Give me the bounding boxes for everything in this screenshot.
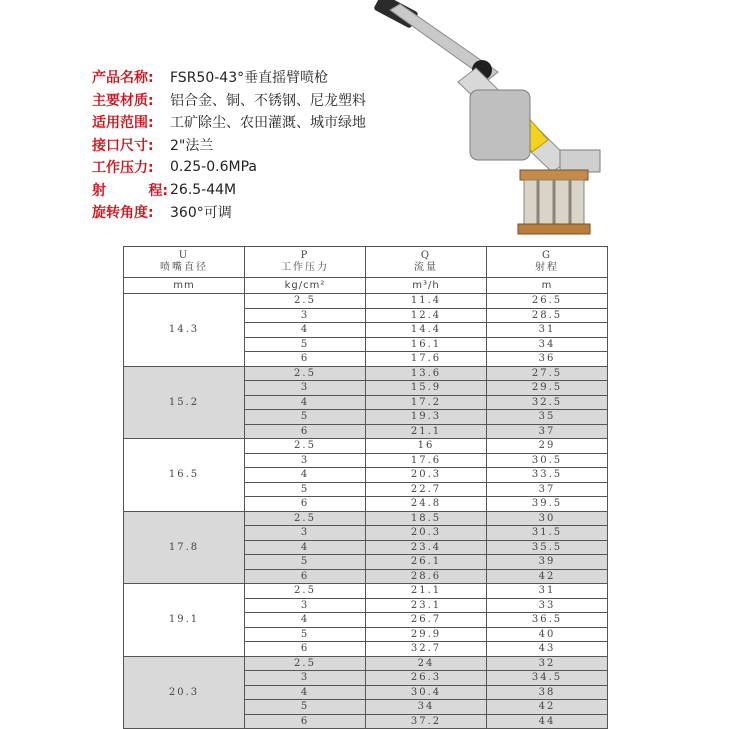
nozzle-diameter-cell: 15.2 <box>124 366 245 439</box>
table-cell: 20.3 <box>366 468 487 483</box>
table-cell: 17.6 <box>366 352 487 367</box>
table-cell: 29.9 <box>366 627 487 642</box>
spec-value: 360°可调 <box>170 205 232 222</box>
table-cell: 16.1 <box>366 337 487 352</box>
table-cell: 28.5 <box>487 308 608 323</box>
table-cell: 5 <box>245 337 366 352</box>
table-cell: 19.3 <box>366 410 487 425</box>
table-cell: 15.9 <box>366 381 487 396</box>
spec-list <box>92 66 366 224</box>
column-header <box>124 247 245 278</box>
table-cell: 31.5 <box>487 526 608 541</box>
table-cell: 32 <box>487 656 608 671</box>
table-cell: 42 <box>487 700 608 715</box>
table-cell: 4 <box>245 395 366 410</box>
spec-row <box>92 89 366 112</box>
spec-label: 旋转角度: <box>92 205 154 222</box>
spec-row <box>92 201 366 224</box>
table-cell: 17.6 <box>366 453 487 468</box>
table-cell: 39.5 <box>487 497 608 512</box>
spec-value: FSR50-43°垂直摇臂喷枪 <box>170 70 329 87</box>
spec-label: 工作压力: <box>92 160 154 177</box>
table-cell: 40 <box>487 627 608 642</box>
table-cell: 31 <box>487 584 608 599</box>
table-cell: 5 <box>245 700 366 715</box>
table-cell: 5 <box>245 555 366 570</box>
table-cell: 37.2 <box>366 714 487 729</box>
table-row <box>124 366 608 381</box>
table-cell: 35.5 <box>487 540 608 555</box>
table-cell: 36.5 <box>487 613 608 628</box>
spray-gun-image <box>370 0 620 240</box>
column-name: 工作压力 <box>281 262 329 273</box>
table-cell: 2.5 <box>245 294 366 309</box>
table-cell: 6 <box>245 424 366 439</box>
table-cell: 4 <box>245 468 366 483</box>
table-cell: 26.1 <box>366 555 487 570</box>
table-cell: 30 <box>487 511 608 526</box>
table-cell: 3 <box>245 671 366 686</box>
column-name: 流量 <box>414 262 438 273</box>
spec-value: 26.5-44M <box>170 181 237 198</box>
table-cell: 4 <box>245 540 366 555</box>
table-cell: 4 <box>245 323 366 338</box>
spec-label: 产品名称: <box>92 70 154 87</box>
table-cell: 6 <box>245 569 366 584</box>
spec-row <box>92 111 366 134</box>
table-cell: 18.5 <box>366 511 487 526</box>
column-header <box>487 247 608 278</box>
column-code: P <box>300 250 310 261</box>
spec-value: 2"法兰 <box>170 137 214 154</box>
column-unit: m <box>487 278 608 294</box>
table-cell: 34 <box>366 700 487 715</box>
table-cell: 39 <box>487 555 608 570</box>
nozzle-diameter-cell: 16.5 <box>124 439 245 512</box>
table-cell: 6 <box>245 497 366 512</box>
table-cell: 11.4 <box>366 294 487 309</box>
table-cell: 21.1 <box>366 424 487 439</box>
table-cell: 5 <box>245 482 366 497</box>
table-cell: 26.5 <box>487 294 608 309</box>
table-cell: 23.1 <box>366 598 487 613</box>
table-cell: 6 <box>245 642 366 657</box>
column-header <box>245 247 366 278</box>
nozzle-diameter-cell: 20.3 <box>124 656 245 729</box>
table-cell: 6 <box>245 352 366 367</box>
spec-table <box>123 246 608 729</box>
spec-value: 0.25-0.6MPa <box>170 159 257 176</box>
table-cell: 34 <box>487 337 608 352</box>
spec-row <box>92 179 366 202</box>
table-cell: 27.5 <box>487 366 608 381</box>
spec-label: 适用范围: <box>92 115 154 132</box>
table-cell: 24 <box>366 656 487 671</box>
table-cell: 3 <box>245 453 366 468</box>
table-cell: 4 <box>245 685 366 700</box>
table-cell: 13.6 <box>366 366 487 381</box>
table-cell: 23.4 <box>366 540 487 555</box>
table-cell: 33.5 <box>487 468 608 483</box>
column-name: 喷嘴直径 <box>160 262 208 273</box>
table-row <box>124 439 608 454</box>
table-cell: 37 <box>487 482 608 497</box>
table-cell: 17.2 <box>366 395 487 410</box>
table-cell: 2.5 <box>245 656 366 671</box>
table-cell: 4 <box>245 613 366 628</box>
table-cell: 44 <box>487 714 608 729</box>
table-cell: 5 <box>245 627 366 642</box>
table-cell: 6 <box>245 714 366 729</box>
table-cell: 3 <box>245 598 366 613</box>
table-cell: 31 <box>487 323 608 338</box>
nozzle-diameter-cell: 19.1 <box>124 584 245 657</box>
table-cell: 2.5 <box>245 511 366 526</box>
table-cell: 26.3 <box>366 671 487 686</box>
nozzle-diameter-cell: 17.8 <box>124 511 245 584</box>
table-cell: 22.7 <box>366 482 487 497</box>
table-row <box>124 294 608 309</box>
table-cell: 26.7 <box>366 613 487 628</box>
table-cell: 30.4 <box>366 685 487 700</box>
table-cell: 29 <box>487 439 608 454</box>
table-cell: 2.5 <box>245 439 366 454</box>
table-cell: 5 <box>245 410 366 425</box>
spec-row <box>92 66 366 89</box>
column-unit: kg/cm² <box>245 278 366 294</box>
table-cell: 33 <box>487 598 608 613</box>
table-cell: 28.6 <box>366 569 487 584</box>
table-cell: 34.5 <box>487 671 608 686</box>
table-cell: 24.8 <box>366 497 487 512</box>
table-cell: 36 <box>487 352 608 367</box>
table-cell: 37 <box>487 424 608 439</box>
spec-row <box>92 156 366 179</box>
table-cell: 14.4 <box>366 323 487 338</box>
table-cell: 16 <box>366 439 487 454</box>
column-header <box>366 247 487 278</box>
spec-row <box>92 134 366 157</box>
table-row <box>124 511 608 526</box>
column-name: 射程 <box>535 262 559 273</box>
table-cell: 42 <box>487 569 608 584</box>
spec-value: 铝合金、铜、不锈钢、尼龙塑料 <box>170 92 366 109</box>
table-cell: 32.7 <box>366 642 487 657</box>
spec-value: 工矿除尘、农田灌溉、城市绿地 <box>170 115 366 132</box>
column-code: Q <box>420 250 432 261</box>
table-cell: 29.5 <box>487 381 608 396</box>
table-cell: 30.5 <box>487 453 608 468</box>
table-cell: 2.5 <box>245 584 366 599</box>
table-cell: 38 <box>487 685 608 700</box>
spec-label: 接口尺寸: <box>92 137 154 154</box>
table-cell: 20.3 <box>366 526 487 541</box>
table-cell: 3 <box>245 526 366 541</box>
spec-label: 射 程: <box>92 182 168 199</box>
table-cell: 21.1 <box>366 584 487 599</box>
table-cell: 12.4 <box>366 308 487 323</box>
table-cell: 3 <box>245 381 366 396</box>
column-code: U <box>178 250 190 261</box>
table-cell: 2.5 <box>245 366 366 381</box>
table-cell: 32.5 <box>487 395 608 410</box>
table-cell: 35 <box>487 410 608 425</box>
column-unit: m³/h <box>366 278 487 294</box>
spec-label: 主要材质: <box>92 92 154 109</box>
column-unit: mm <box>124 278 245 294</box>
table-cell: 43 <box>487 642 608 657</box>
nozzle-diameter-cell: 14.3 <box>124 294 245 367</box>
table-row <box>124 656 608 671</box>
column-code: G <box>542 250 552 261</box>
table-cell: 3 <box>245 308 366 323</box>
table-row <box>124 584 608 599</box>
